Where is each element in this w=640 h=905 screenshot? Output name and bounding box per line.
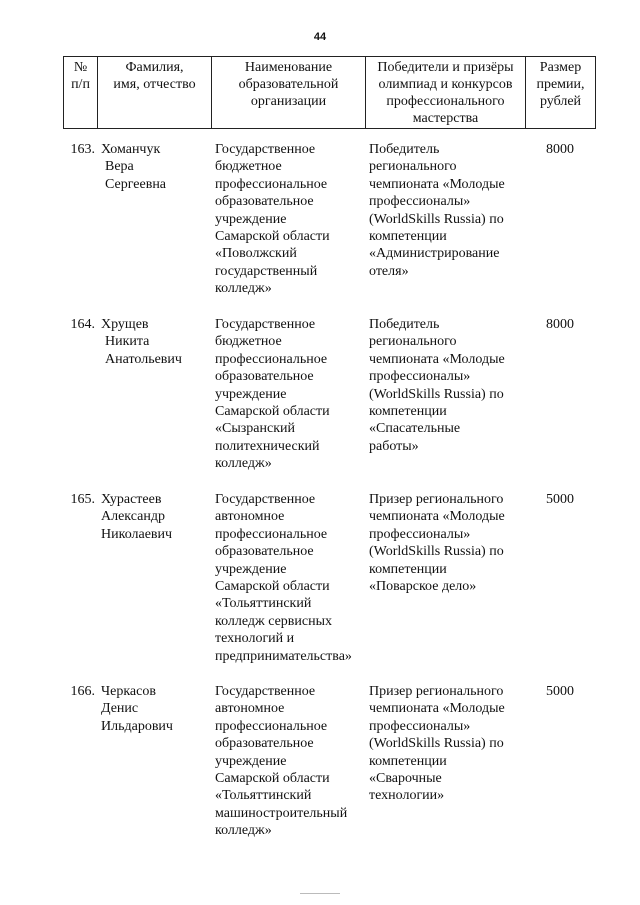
prize-amount: 8000: [546, 142, 574, 157]
org-line: колледж сервисных: [215, 613, 333, 629]
first-name: Вера: [105, 159, 134, 175]
achievement-line: отеля»: [369, 263, 409, 279]
header-prize-line: премии,: [536, 77, 585, 92]
organization: [211, 491, 365, 683]
page-number: 44: [313, 31, 327, 43]
prize-amount: 5000: [546, 492, 574, 507]
header-org-line: организации: [250, 94, 327, 109]
surname: Хоманчук: [101, 142, 161, 157]
achievement-line: чемпионата «Молодые: [369, 509, 505, 525]
achievement-line: компетенции: [369, 753, 447, 769]
achievement-line: компетенции: [369, 561, 447, 577]
org-line: автономное: [215, 509, 285, 525]
org-line: Самарской области: [215, 579, 330, 595]
org-line: бюджетное: [215, 159, 282, 175]
person-name: [97, 683, 211, 853]
achievement: [365, 316, 525, 491]
achievement: [365, 491, 525, 683]
org-line: Государственное: [215, 142, 316, 157]
achievement-line: компетенции: [369, 404, 447, 420]
org-line: «Поволжский: [215, 246, 297, 262]
header-achievement: [366, 57, 526, 129]
achievement-line: «Спасательные: [369, 421, 461, 437]
header-fio: [98, 57, 212, 129]
organization: [211, 316, 365, 491]
header-achievement-line: профессионального: [386, 94, 505, 109]
achievement-line: регионального: [369, 159, 457, 175]
header-prize-line: рублей: [539, 94, 582, 109]
achievement-line: профессионалы»: [369, 526, 471, 542]
achievement: [365, 683, 525, 853]
org-line: учреждение: [215, 211, 287, 227]
header-num-line: №: [73, 60, 88, 75]
row-number: 164.: [70, 317, 95, 332]
header-achievement-line: Победители и призёры: [377, 60, 514, 75]
org-line: «Тольяттинский: [215, 596, 312, 612]
achievement-line: Победитель: [369, 142, 440, 157]
achievement-line: профессионалы»: [369, 718, 471, 734]
org-line: Государственное: [215, 492, 316, 507]
person-name: [97, 491, 211, 683]
org-line: учреждение: [215, 561, 287, 577]
achievement-line: регионального: [369, 334, 457, 350]
achievement-line: «Сварочные: [369, 771, 442, 787]
header-org-line: образовательной: [238, 77, 339, 92]
org-line: профессиональное: [215, 351, 328, 367]
org-line: учреждение: [215, 386, 287, 402]
org-line: колледж»: [215, 456, 272, 472]
achievement-line: Призер регионального: [369, 684, 504, 699]
first-name: Никита: [105, 334, 150, 350]
org-line: колледж»: [215, 823, 272, 839]
achievement: [365, 141, 525, 316]
table-header: [63, 56, 596, 129]
table-body: [63, 141, 595, 853]
org-line: образовательное: [215, 369, 314, 385]
organization: [211, 141, 365, 316]
org-line: профессиональное: [215, 718, 328, 734]
achievement-line: (WorldSkills Russia) по: [369, 544, 504, 560]
achievement-line: профессионалы»: [369, 369, 471, 385]
achievement-line: «Администрирование: [369, 246, 500, 262]
header-prize-line: Размер: [539, 60, 582, 75]
header-num-line: п/п: [71, 77, 90, 92]
row-number: 163.: [70, 142, 95, 157]
prize-amount: 5000: [546, 684, 574, 699]
header-prize: [526, 57, 596, 129]
achievement-line: «Поварское дело»: [369, 579, 477, 595]
table-row: [63, 141, 595, 316]
achievement-line: чемпионата «Молодые: [369, 176, 505, 192]
header-org-line: Наименование: [244, 60, 333, 75]
achievement-line: (WorldSkills Russia) по: [369, 386, 504, 402]
achievement-line: компетенции: [369, 229, 447, 245]
org-line: предпринимательства»: [215, 648, 352, 664]
achievement-line: чемпионата «Молодые: [369, 351, 505, 367]
header-org: [212, 57, 366, 129]
org-line: Государственное: [215, 317, 316, 332]
org-line: «Сызранский: [215, 421, 295, 437]
first-name: Александр: [101, 509, 165, 525]
org-line: технологий и: [215, 631, 295, 647]
achievement-line: работы»: [369, 438, 419, 454]
surname: Черкасов: [101, 684, 156, 699]
org-line: Самарской области: [215, 771, 330, 787]
org-line: профессиональное: [215, 526, 328, 542]
org-line: учреждение: [215, 753, 287, 769]
achievement-line: Победитель: [369, 317, 440, 332]
org-line: политехнический: [215, 438, 320, 454]
row-number: 165.: [70, 492, 95, 507]
surname: Хрущев: [101, 317, 149, 332]
prize-amount: 8000: [546, 317, 574, 332]
org-line: автономное: [215, 701, 285, 717]
org-line: образовательное: [215, 194, 314, 210]
patronymic: Николаевич: [101, 526, 173, 542]
table-row: [63, 683, 595, 853]
header-achievement-line: мастерства: [412, 111, 479, 126]
org-line: образовательное: [215, 544, 314, 560]
table-row: [63, 491, 595, 683]
header-fio-line: имя, отчество: [113, 77, 196, 92]
organization: [211, 683, 365, 853]
achievement-line: профессионалы»: [369, 194, 471, 210]
achievement-line: технологии»: [369, 788, 445, 804]
org-line: профессиональное: [215, 176, 328, 192]
org-line: бюджетное: [215, 334, 282, 350]
row-number: 166.: [70, 684, 95, 699]
header-num: [64, 57, 98, 129]
surname: Хурастеев: [101, 492, 162, 507]
org-line: образовательное: [215, 736, 314, 752]
achievement-line: (WorldSkills Russia) по: [369, 211, 504, 227]
achievement-line: чемпионата «Молодые: [369, 701, 505, 717]
table-row: [63, 316, 595, 491]
person-name: [97, 316, 211, 491]
patronymic: Сергеевна: [105, 176, 167, 192]
org-line: Самарской области: [215, 229, 330, 245]
footer-divider: [300, 893, 340, 894]
achievement-line: Призер регионального: [369, 492, 504, 507]
org-line: машиностроительный: [215, 805, 348, 821]
org-line: колледж»: [215, 281, 272, 297]
org-line: Самарской области: [215, 404, 330, 420]
patronymic: Анатольевич: [105, 351, 182, 367]
org-line: «Тольяттинский: [215, 788, 312, 804]
first-name: Денис: [101, 701, 139, 717]
header-fio-line: Фамилия,: [125, 60, 184, 75]
person-name: [97, 141, 211, 316]
org-line: государственный: [215, 263, 318, 279]
header-achievement-line: олимпиад и конкурсов: [378, 77, 513, 92]
achievement-line: (WorldSkills Russia) по: [369, 736, 504, 752]
org-line: Государственное: [215, 684, 316, 699]
patronymic: Ильдарович: [101, 718, 173, 734]
